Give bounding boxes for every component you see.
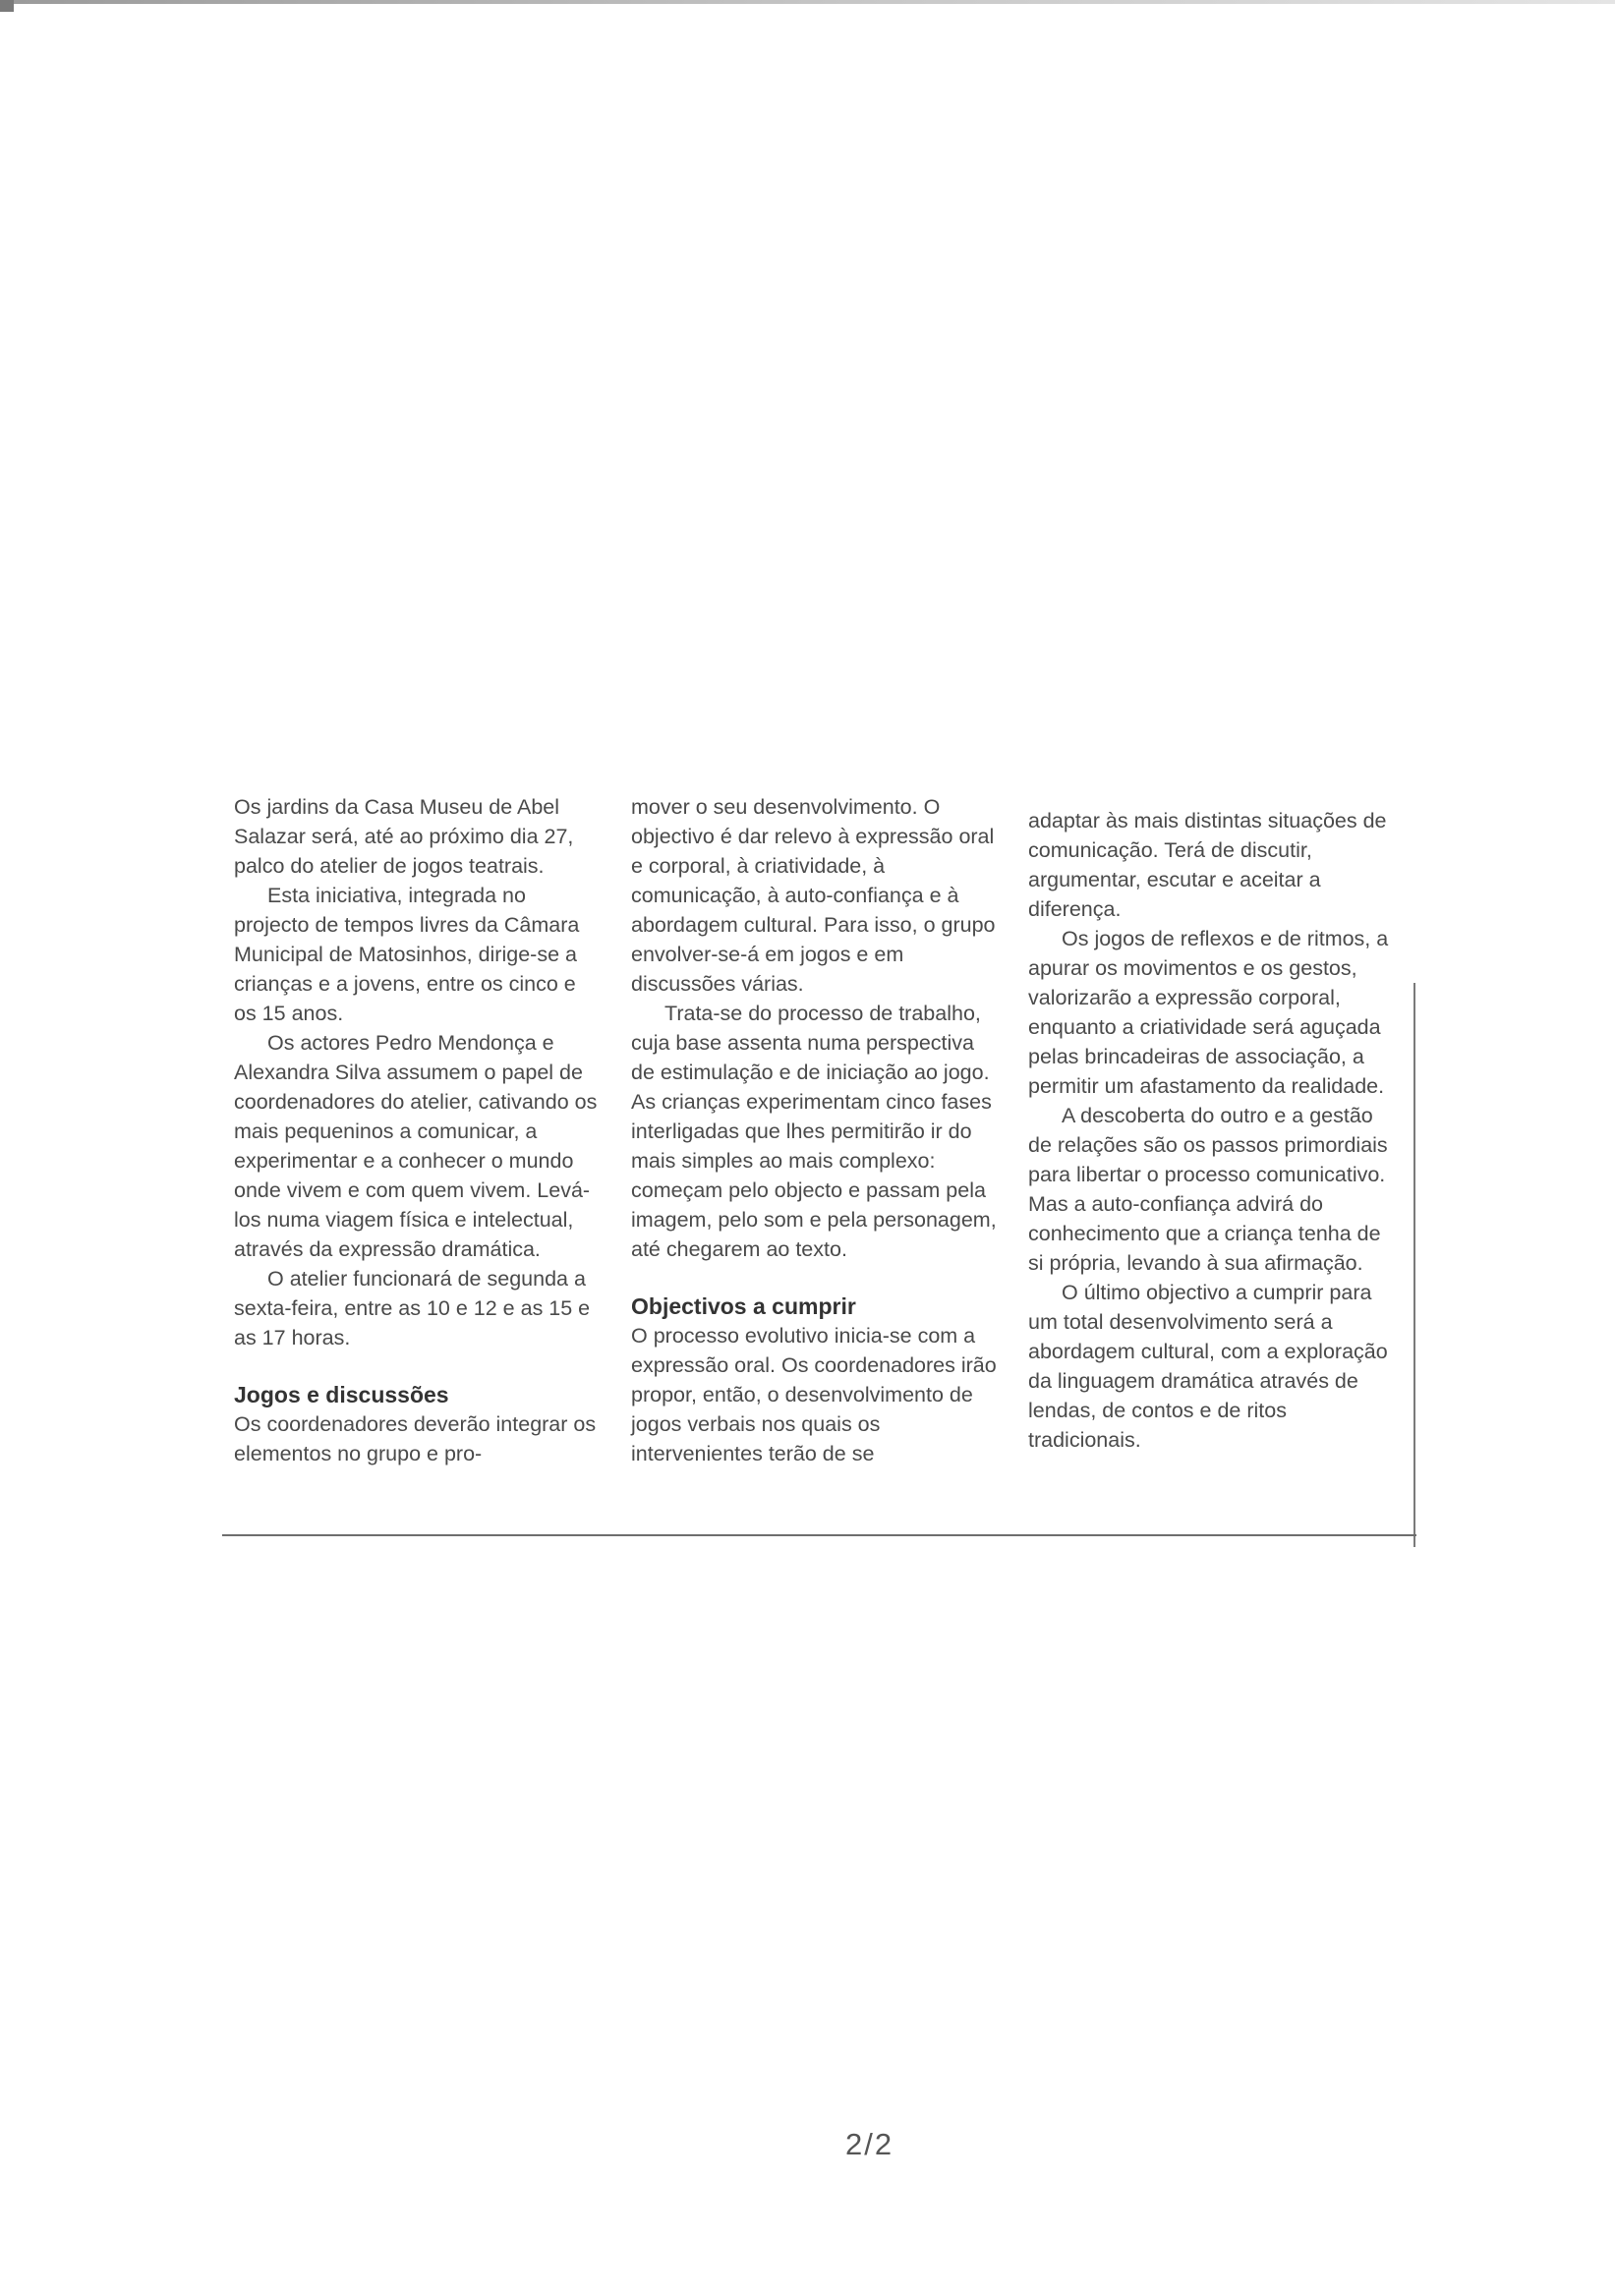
paragraph: O último objectivo a cumprir para um total desenvolvimento será a abordagem cultural, com a exploração da linguagem dramática através de lendas, de contos e de ritos tradicionais. (1028, 1281, 1388, 1452)
page-number: 2/2 (845, 2127, 894, 2161)
article (234, 792, 1404, 1520)
article-column-1 (234, 792, 603, 1468)
paragraph: Os jardins da Casa Museu de Abel Salazar será, até ao próximo dia 27, palco do atelier de jogos teatrais. (234, 795, 574, 878)
column-border (1413, 983, 1415, 1547)
paragraph: Esta iniciativa, integrada no projecto de tempos livres da Câmara Municipal de Matosinhos, dirige-se a crianças e a jovens, entre os cinco e os 15 anos. (234, 884, 580, 1025)
section-heading: Jogos e discussões (234, 1382, 449, 1407)
article-column-2 (631, 792, 1000, 1468)
article-bottom-rule (222, 1534, 1416, 1536)
paragraph: Os jogos de reflexos e de ritmos, a apurar os movimentos e os gestos, valorizarão a expressão corporal, enquanto a criatividade será aguçada pelas brincadeiras de associação, a permitir um afastamento da realidade. (1028, 927, 1389, 1098)
article-column-3 (1028, 806, 1397, 1455)
paragraph: A descoberta do outro e a gestão de relações são os passos primordiais para libertar o processo comunicativo. Mas a auto-confiança advirá do conhecimento que a criança tenha de si própria, levando à sua afirmação. (1028, 1104, 1388, 1275)
section-heading: Objectivos a cumprir (631, 1293, 856, 1319)
paragraph: O atelier funcionará de segunda a sexta-feira, entre as 10 e 12 e as 15 e as 17 horas. (234, 1267, 591, 1349)
paragraph: mover o seu desenvolvimento. O objectivo é dar relevo à expressão oral e corporal, à criatividade, à comunicação, à auto-confiança e à abordagem cultural. Para isso, o grupo envolver-se-á em jogos e em discussões várias. (631, 795, 996, 996)
scan-edge (0, 0, 1615, 4)
scan-mark (0, 0, 14, 12)
paragraph: adaptar às mais distintas situações de comunicação. Terá de discutir, argumentar, escutar e aceitar a diferença. (1028, 809, 1387, 921)
paragraph: O processo evolutivo inicia-se com a expressão oral. Os coordenadores irão propor, então, o desenvolvimento de jogos verbais nos quais os intervenientes terão de se (631, 1324, 997, 1465)
paragraph: Trata-se do processo de trabalho, cuja base assenta numa perspectiva de estimulação e de iniciação ao jogo. As crianças experimentam cinco fases interligadas que lhes permitirão ir do mais simples ao mais complexo: começam pelo objecto e passam pela imagem, pelo som e pela personagem, até chegarem ao texto. (631, 1002, 997, 1261)
paragraph: Os coordenadores deverão integrar os elementos no grupo e pro- (234, 1412, 597, 1465)
paragraph: Os actores Pedro Mendonça e Alexandra Silva assumem o papel de coordenadores do atelier, cativando os mais pequeninos a comunicar, a experimentar e a conhecer o mundo onde vivem e com quem vivem. Levá-los numa viagem física e intelectual, através da expressão dramática. (234, 1031, 598, 1261)
